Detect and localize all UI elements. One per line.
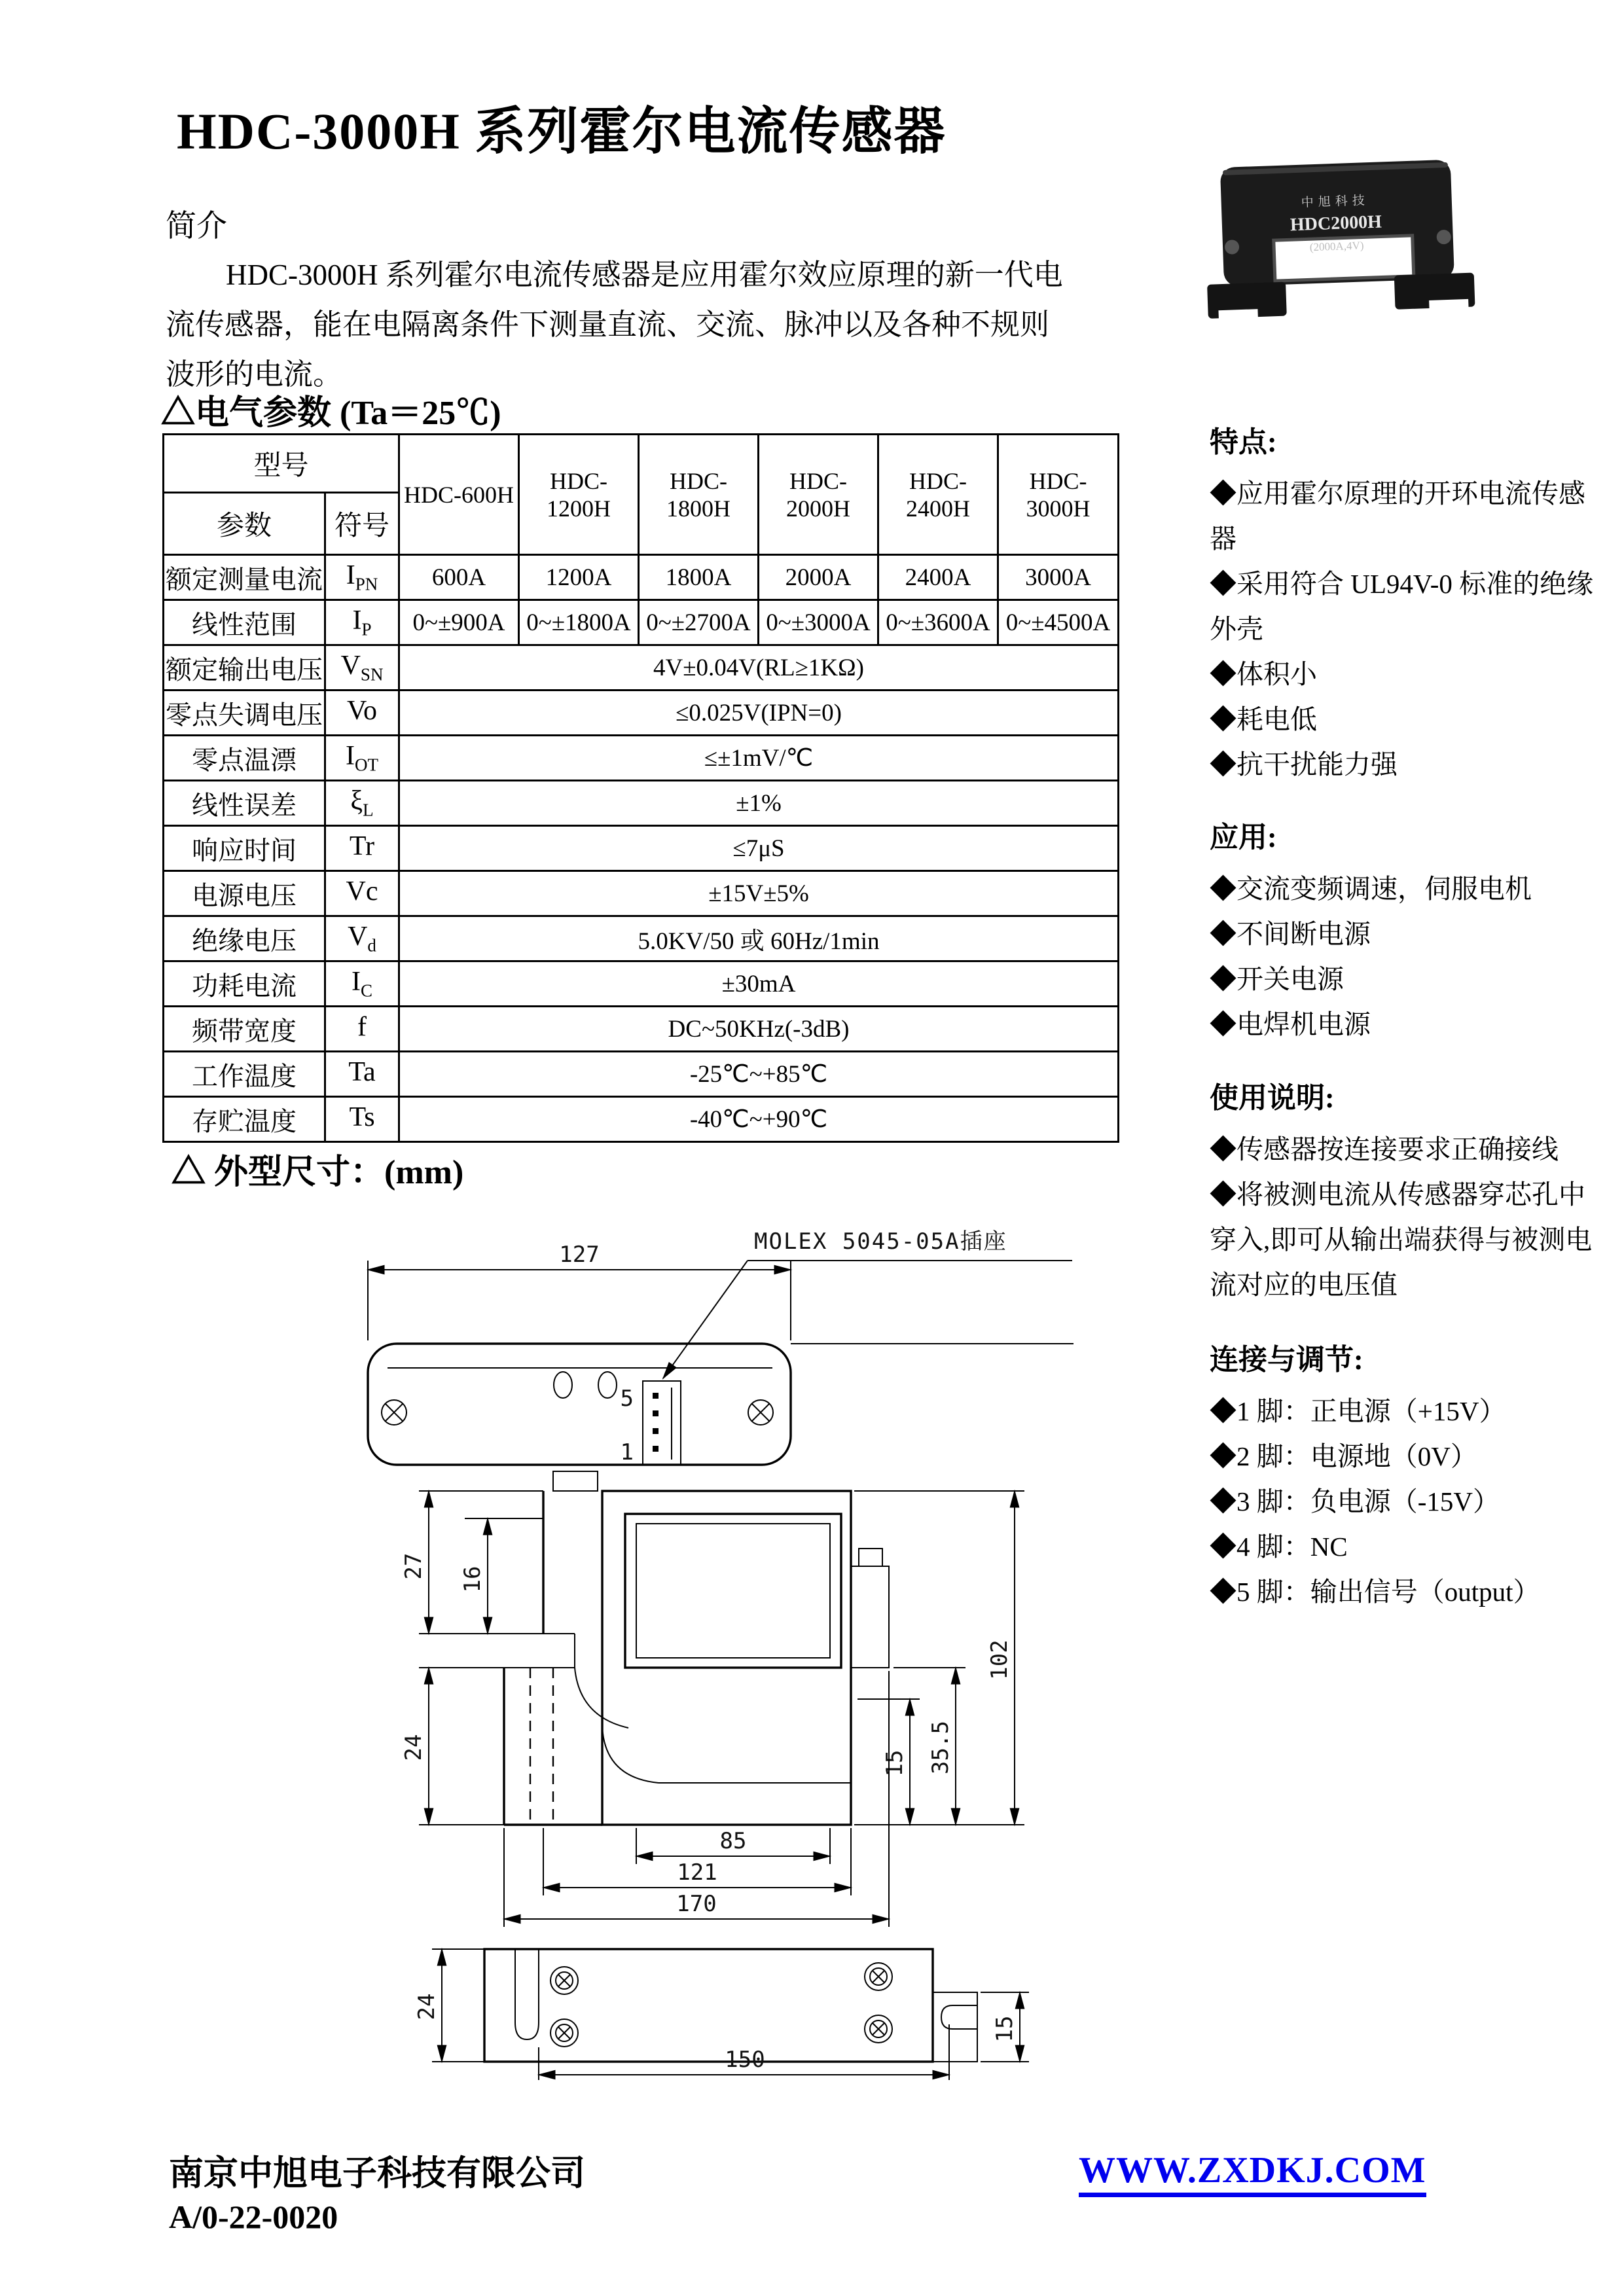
top-view xyxy=(368,1229,1074,1465)
param-value: 600A xyxy=(399,555,519,600)
model-column-header: HDC-600H xyxy=(399,435,519,555)
table-row xyxy=(164,871,1119,916)
param-value: ±30mA xyxy=(399,961,1119,1007)
symbol-main: I xyxy=(352,967,361,997)
params-table xyxy=(162,433,1119,1143)
pin-number-top: 5 xyxy=(620,1386,634,1412)
dim-bottom-side: 15 xyxy=(992,2015,1018,2043)
param-symbol xyxy=(325,555,399,600)
param-symbol xyxy=(325,871,399,916)
model-column-header: HDC-1800H xyxy=(639,435,759,555)
pin-item: ◆1 脚：正电源（+15V） xyxy=(1210,1396,1506,1426)
features-heading: 特点: xyxy=(1210,426,1277,458)
connection-heading: 连接与调节: xyxy=(1210,1344,1363,1376)
symbol-sub: OT xyxy=(355,755,378,775)
param-symbol xyxy=(325,961,399,1007)
param-name: 线性误差 xyxy=(164,781,325,826)
symbol-main: Ts xyxy=(349,1102,375,1133)
param-symbol xyxy=(325,826,399,871)
screw-icon xyxy=(748,1400,773,1425)
param-value: 0~±3000A xyxy=(759,600,878,645)
photo-spec-text: (2000A,4V) xyxy=(1309,239,1364,254)
symbol-main: Vc xyxy=(346,876,378,907)
param-value: 1200A xyxy=(519,555,639,600)
param-symbol xyxy=(325,736,399,781)
intro-line: 流传感器，能在电隔离条件下测量直流、交流、脉冲以及各种不规则 xyxy=(166,308,1050,341)
table-row xyxy=(164,600,1119,645)
right-flange-section xyxy=(851,1549,889,1668)
footer-doc-number: A/0-22-0020 xyxy=(169,2198,338,2235)
param-value: 5.0KV/50 或 60Hz/1min xyxy=(399,916,1119,961)
param-name: 工作温度 xyxy=(164,1052,325,1097)
symbol-sub: L xyxy=(363,800,374,820)
application-item: ◆交流变频调速，伺服电机 xyxy=(1210,874,1532,904)
param-name: 线性范围 xyxy=(164,600,325,645)
symbol-main: Vo xyxy=(347,696,377,726)
param-symbol xyxy=(325,600,399,645)
symbol-sub: C xyxy=(361,980,373,1001)
symbol-sub: PN xyxy=(355,574,378,594)
param-value: 2000A xyxy=(759,555,878,600)
param-symbol xyxy=(325,1052,399,1097)
screw-icon xyxy=(382,1400,406,1425)
dim-body-w: 121 xyxy=(677,1859,717,1886)
feature-item: ◆应用霍尔原理的开环电流传感器 xyxy=(1210,478,1585,554)
param-symbol xyxy=(325,645,399,691)
param-name: 功耗电流 xyxy=(164,961,325,1007)
param-name: 零点失调电压 xyxy=(164,691,325,736)
header-symbol-label: 符号 xyxy=(325,493,399,555)
header-param-label: 参数 xyxy=(164,493,325,555)
param-value: 3000A xyxy=(998,555,1119,600)
front-window-outer xyxy=(625,1514,841,1668)
param-symbol xyxy=(325,781,399,826)
product-photo xyxy=(1197,145,1482,335)
pin-item: ◆4 脚：NC xyxy=(1210,1532,1348,1562)
model-column-header: HDC-2400H xyxy=(878,435,998,555)
table-row xyxy=(164,916,1119,961)
symbol-main: V xyxy=(340,651,361,681)
param-value: 0~±4500A xyxy=(998,600,1119,645)
table-header-row xyxy=(164,435,1119,493)
dim-mid-h: 35.5 xyxy=(928,1721,954,1774)
table-row xyxy=(164,826,1119,871)
param-name: 响应时间 xyxy=(164,826,325,871)
footer-company: 南京中旭电子科技有限公司 xyxy=(169,2155,585,2193)
table-row xyxy=(164,1097,1119,1142)
param-value: ±1% xyxy=(399,781,1119,826)
param-value: -40℃~+90℃ xyxy=(399,1097,1119,1142)
param-name: 零点温漂 xyxy=(164,736,325,781)
photo-model-text: HDC2000H xyxy=(1290,211,1382,236)
molex-leader-line xyxy=(663,1261,748,1378)
dim-flange-h: 27 xyxy=(401,1552,427,1580)
table-row xyxy=(164,555,1119,600)
usage-item: ◆将被测电流从传感器穿芯孔中穿入,即可从输出端获得与被测电流对应的电压值 xyxy=(1210,1179,1593,1300)
symbol-sub: SN xyxy=(360,664,384,685)
dim-total-h: 102 xyxy=(986,1640,1013,1680)
param-value: 0~±3600A xyxy=(878,600,998,645)
table-row xyxy=(164,645,1119,691)
sidebar-connection xyxy=(1210,1340,1606,1615)
top-view-body xyxy=(368,1344,791,1465)
param-name: 频带宽度 xyxy=(164,1007,325,1052)
symbol-main: Ta xyxy=(348,1057,376,1088)
bottom-right-tab xyxy=(933,1992,977,2062)
symbol-sub: P xyxy=(361,619,372,639)
table-row xyxy=(164,1007,1119,1052)
symbol-main: ξ xyxy=(350,786,363,817)
symbol-main: f xyxy=(357,1012,367,1043)
param-name: 额定测量电流 xyxy=(164,555,325,600)
intro-line: HDC-3000H 系列霍尔电流传感器是应用霍尔效应原理的新一代电 xyxy=(226,259,1063,291)
param-symbol xyxy=(325,691,399,736)
feature-item: ◆抗干扰能力强 xyxy=(1210,749,1398,780)
screw-icon xyxy=(865,1963,892,1990)
sidebar-applications xyxy=(1210,818,1606,1047)
param-name: 绝缘电压 xyxy=(164,916,325,961)
front-view xyxy=(401,1471,1024,1927)
symbol-main: I xyxy=(352,605,362,636)
sidebar-usage xyxy=(1210,1079,1606,1308)
param-name: 额定输出电压 xyxy=(164,645,325,691)
feature-item: ◆采用符合 UL94V-0 标准的绝缘外壳 xyxy=(1210,569,1594,644)
param-symbol xyxy=(325,1007,399,1052)
table-row xyxy=(164,1052,1119,1097)
front-window-inner xyxy=(636,1524,830,1658)
table-row xyxy=(164,691,1119,736)
bottom-right-slot xyxy=(941,2005,977,2029)
application-item: ◆电焊机电源 xyxy=(1210,1009,1371,1039)
molex-connector-label: MOLEX 5045-05A插座 xyxy=(754,1229,1007,1255)
top-hole xyxy=(554,1372,572,1398)
symbol-main: I xyxy=(346,560,355,591)
dim-side-h: 15 xyxy=(882,1749,908,1777)
dim-foot-h: 24 xyxy=(401,1734,427,1761)
connector-outline xyxy=(643,1381,681,1465)
feature-item: ◆体积小 xyxy=(1210,659,1317,689)
param-value: 0~±2700A xyxy=(639,600,759,645)
dim-bottom-h: 24 xyxy=(414,1993,440,2020)
param-value: 4V±0.04V(RL≥1KΩ) xyxy=(399,645,1119,691)
symbol-sub: d xyxy=(367,935,376,956)
header-model-label: 型号 xyxy=(164,435,399,493)
feature-item: ◆耗电低 xyxy=(1210,704,1317,734)
outline-heading: △ 外型尺寸：(mm) xyxy=(171,1154,464,1191)
intro-heading: 简介 xyxy=(166,209,227,243)
param-value: 0~±900A xyxy=(399,600,519,645)
dim-top-width: 127 xyxy=(559,1242,600,1268)
param-symbol xyxy=(325,916,399,961)
pin-item: ◆2 脚：电源地（0V） xyxy=(1210,1441,1477,1471)
dim-win-w: 85 xyxy=(719,1828,747,1854)
param-value: 0~±1800A xyxy=(519,600,639,645)
param-value: 1800A xyxy=(639,555,759,600)
screw-icon xyxy=(550,2019,578,2047)
photo-brand-text: 中旭科技 xyxy=(1301,194,1370,210)
symbol-main: I xyxy=(346,741,355,772)
bottom-body xyxy=(484,1949,933,2062)
param-value: 2400A xyxy=(878,555,998,600)
dim-total-w: 170 xyxy=(676,1891,717,1917)
applications-heading: 应用: xyxy=(1210,821,1277,853)
symbol-main: Tr xyxy=(349,831,375,862)
left-flange-section xyxy=(504,1471,628,1825)
screw-icon xyxy=(865,2015,892,2043)
param-value: ≤0.025V(IPN=0) xyxy=(399,691,1119,736)
model-column-header: HDC-3000H xyxy=(998,435,1119,555)
sidebar-features xyxy=(1210,423,1606,787)
param-value: -25℃~+85℃ xyxy=(399,1052,1119,1097)
param-value: ≤7μS xyxy=(399,826,1119,871)
model-column-header: HDC-1200H xyxy=(519,435,639,555)
screw-icon xyxy=(550,1967,578,1994)
param-value: DC~50KHz(-3dB) xyxy=(399,1007,1119,1052)
intro-line: 波形的电流。 xyxy=(166,358,343,391)
dim-bottom-w: 150 xyxy=(725,2047,765,2073)
pin-number-bottom: 1 xyxy=(620,1439,634,1465)
param-symbol xyxy=(325,1097,399,1142)
table-row xyxy=(164,736,1119,781)
symbol-main: V xyxy=(348,922,368,952)
table-row xyxy=(164,781,1119,826)
application-item: ◆开关电源 xyxy=(1210,964,1344,994)
table-row xyxy=(164,961,1119,1007)
param-value: ≤±1mV/℃ xyxy=(399,736,1119,781)
usage-heading: 使用说明: xyxy=(1210,1082,1335,1114)
param-value: ±15V±5% xyxy=(399,871,1119,916)
usage-item: ◆传感器按连接要求正确接线 xyxy=(1210,1134,1559,1164)
param-name: 存贮温度 xyxy=(164,1097,325,1142)
page-title: HDC-3000H 系列霍尔电流传感器 xyxy=(177,103,947,160)
dim-step-h: 16 xyxy=(460,1566,486,1593)
website-link[interactable]: WWW.ZXDKJ.COM xyxy=(1079,2149,1426,2197)
bottom-view xyxy=(414,1949,1029,2080)
bottom-left-slot xyxy=(515,1949,539,2039)
top-hole xyxy=(598,1372,617,1398)
intro-paragraph xyxy=(166,250,1147,399)
param-name: 电源电压 xyxy=(164,871,325,916)
application-item: ◆不间断电源 xyxy=(1210,919,1371,949)
dimension-drawing xyxy=(196,1210,1080,2087)
pin-item: ◆5 脚：输出信号（output） xyxy=(1210,1577,1540,1607)
model-column-header: HDC-2000H xyxy=(759,435,878,555)
electrical-params-heading: △电气参数 (Ta＝25℃) xyxy=(161,395,501,432)
pin-item: ◆3 脚：负电源（-15V） xyxy=(1210,1486,1500,1516)
